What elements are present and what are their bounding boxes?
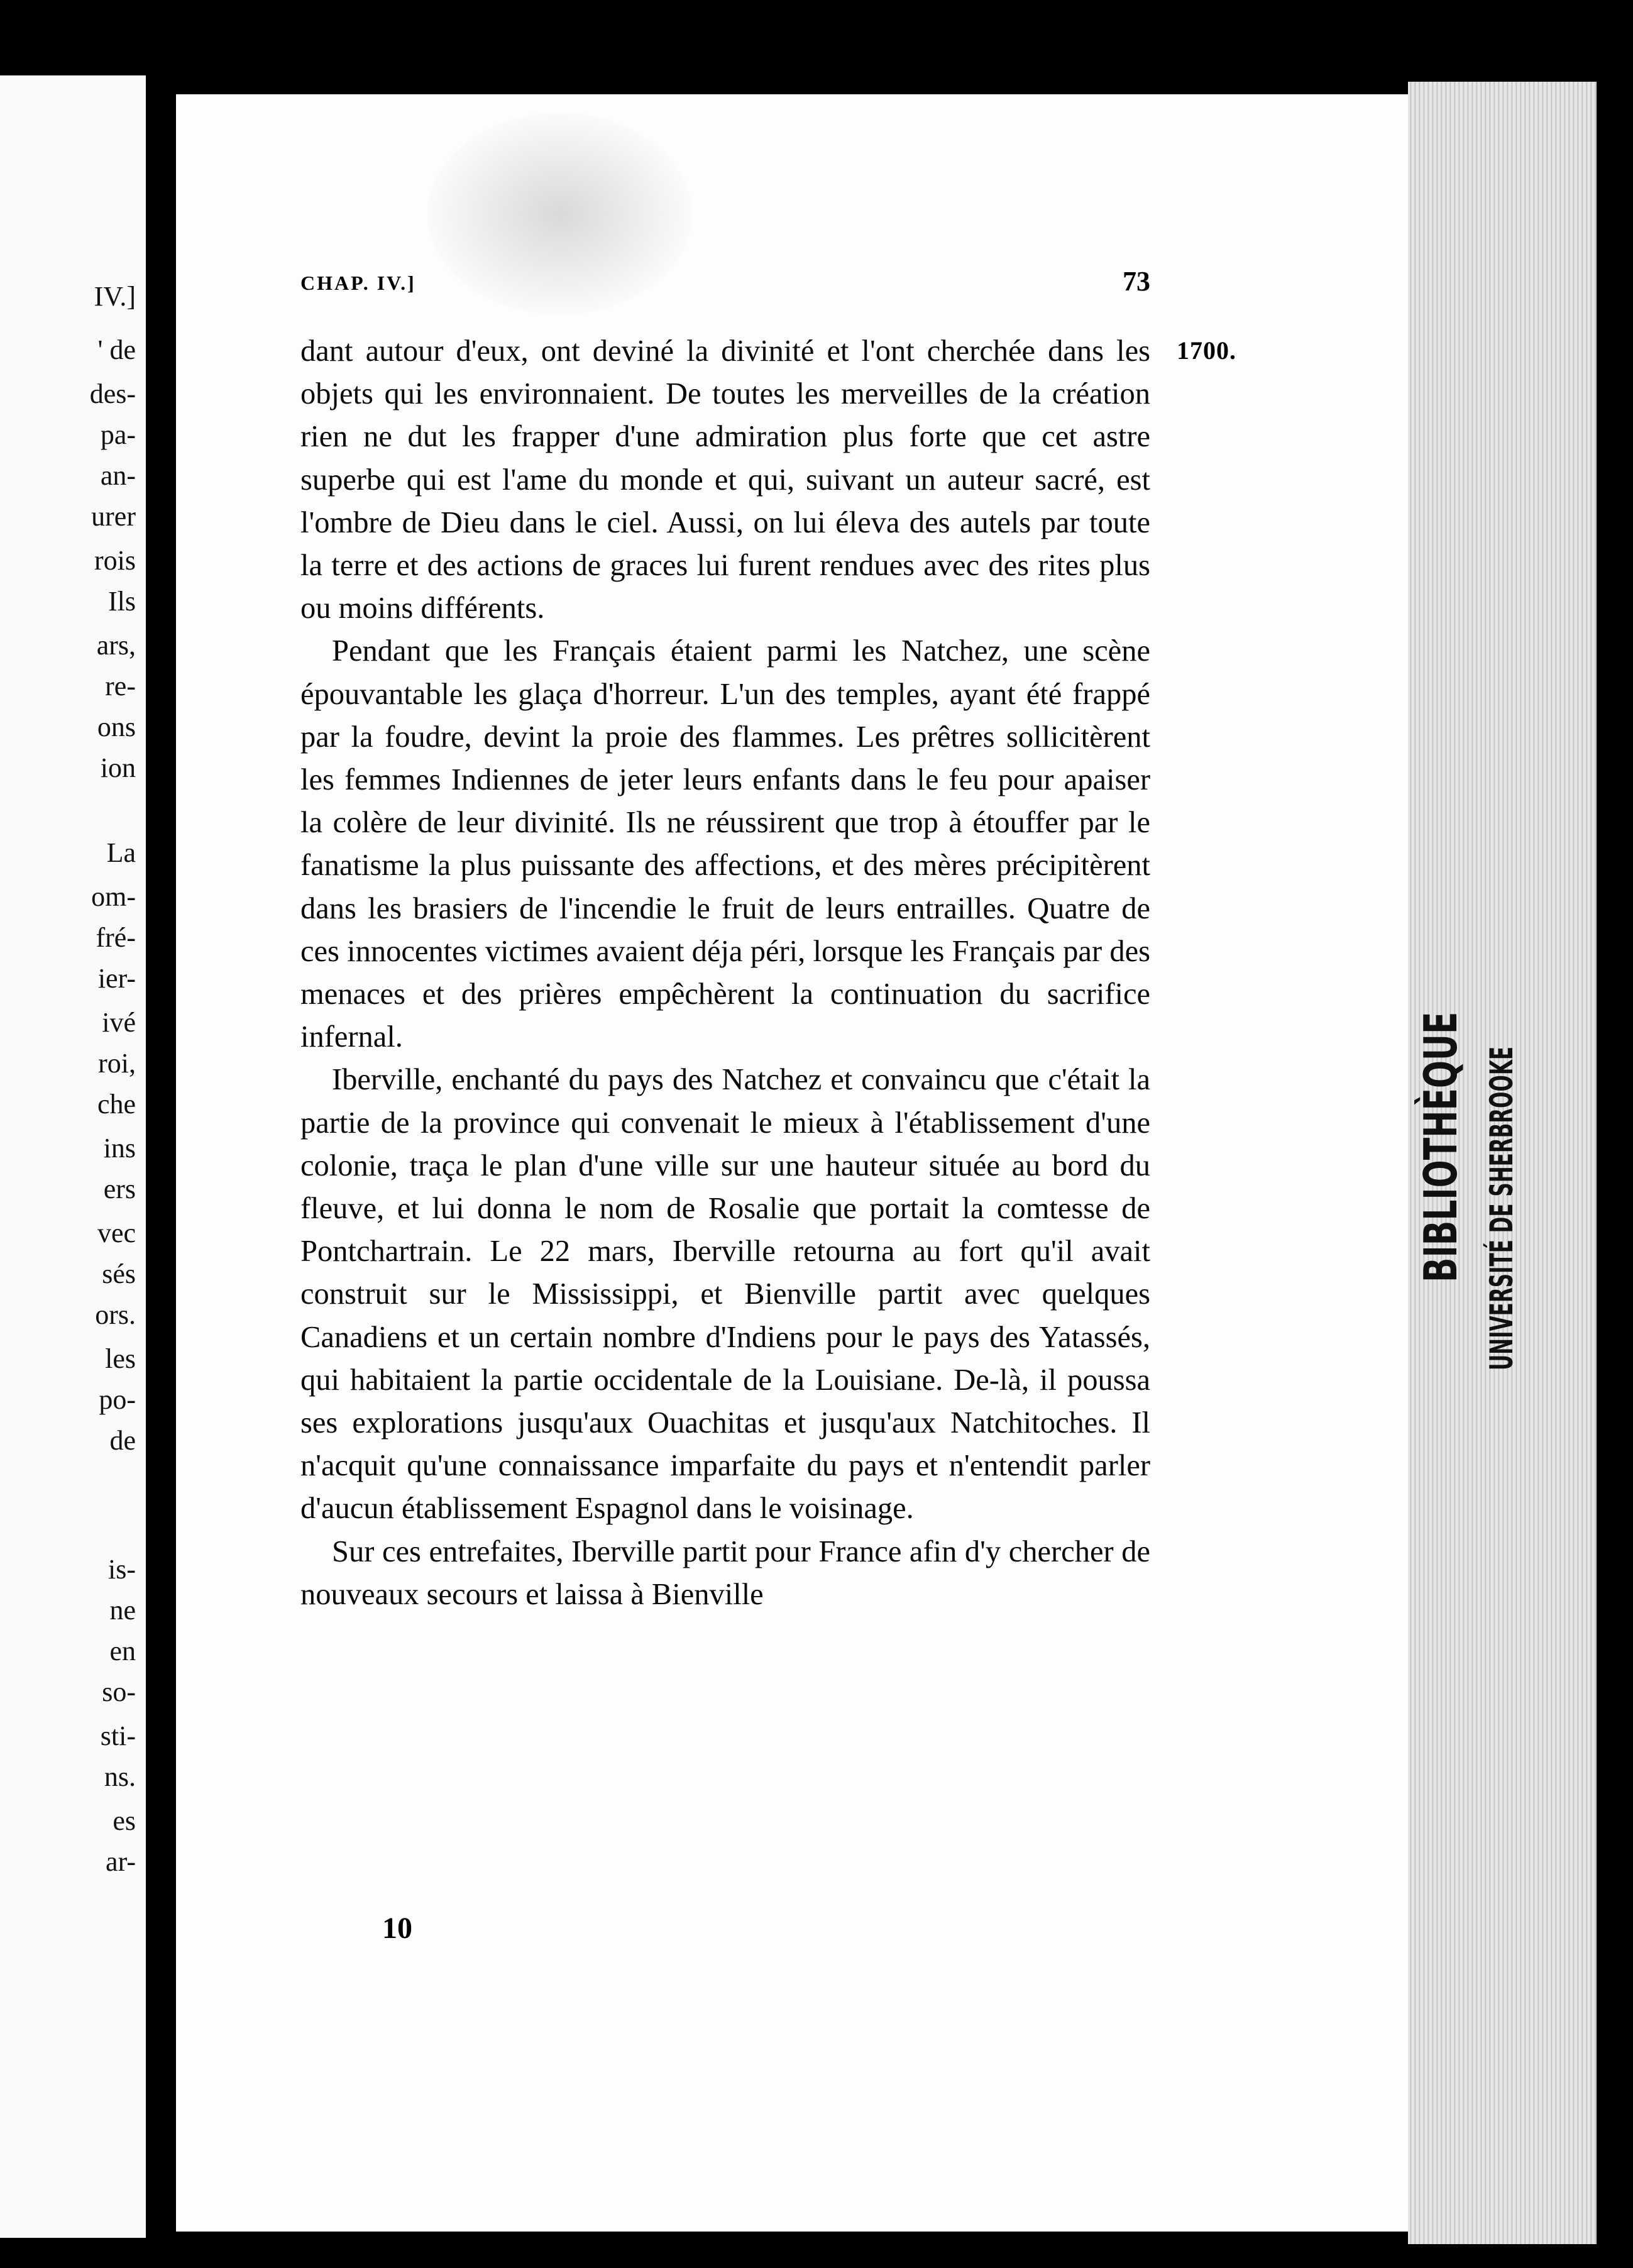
- facing-page-fragment: sés: [102, 1258, 136, 1289]
- signature-mark: 10: [382, 1912, 412, 1945]
- facing-page-fragment: vec: [97, 1218, 136, 1248]
- running-head: CHAP. IV.]: [300, 272, 416, 294]
- body-text: [300, 330, 1150, 1616]
- facing-page-fragment: rois: [94, 545, 136, 576]
- facing-page-fragment: pa-: [100, 419, 136, 450]
- stamp-line-library: BIBLIOTHÈQUE: [1414, 1011, 1467, 1282]
- facing-page-fragment: en: [109, 1636, 136, 1666]
- margin-year: 1700.: [1177, 336, 1236, 365]
- facing-page: [0, 75, 146, 2238]
- library-stamp: [1389, 930, 1553, 1395]
- facing-page-fragment: so-: [102, 1676, 136, 1707]
- facing-page-fragment: ' de: [97, 334, 136, 365]
- book-gutter: [146, 0, 176, 2268]
- facing-page-fragment: La: [106, 837, 136, 868]
- facing-page-fragment: de: [109, 1425, 136, 1456]
- facing-page-fragment: les: [105, 1343, 136, 1374]
- facing-page-fragment: ers: [103, 1174, 136, 1204]
- facing-page-fragment: sti-: [100, 1720, 136, 1751]
- page-number: 73: [1123, 266, 1150, 297]
- facing-page-fragment: urer: [91, 501, 136, 532]
- facing-page-fragment: ors.: [95, 1299, 136, 1330]
- facing-page-fragment: is-: [108, 1554, 136, 1585]
- facing-page-fragment: ier-: [97, 963, 136, 994]
- facing-page-fragment: po-: [99, 1384, 136, 1415]
- facing-page-fragment: des-: [89, 378, 136, 409]
- facing-page-fragment: om-: [91, 881, 136, 912]
- facing-page-fragment: ars,: [96, 630, 136, 661]
- facing-page-fragment: ion: [100, 752, 136, 783]
- facing-page-fragment: Ils: [108, 586, 136, 617]
- facing-page-fragment: ns.: [104, 1761, 136, 1792]
- facing-page-fragment: IV.]: [94, 281, 136, 312]
- facing-page-fragment: roi,: [98, 1048, 136, 1079]
- facing-page-fragment: ar-: [106, 1846, 136, 1877]
- paragraph: dant autour d'eux, ont deviné la divinité et l'ont cherchée dans les objets qui les environnaient. De toutes les merveilles de la création rien ne dut les frapper d'une admiration plus forte que cet astre superbe qui est l'ame du monde et qui, suivant un auteur sacré, est l'ombre de Dieu dans le ciel. Aussi, on lui éleva des autels par toute la terre et des actions de graces lui furent rendues avec des rites plus ou moins différents.: [300, 334, 1150, 625]
- page-header: [300, 266, 1150, 309]
- paragraph: Pendant que les Français étaient parmi les Natchez, une scène épouvantable les glaça d'horreur. L'un des temples, ayant été frappé par la foudre, devint la proie des flammes. Les prêtres sollicitèrent les femmes Indiennes de jeter leurs enfants dans le feu pour apaiser la colère de leur divinité. Ils ne réussirent que trop à étouffer par le fanatisme la plus puissante des affections, et des mères précipitèrent dans les brasiers de l'incendie le fruit de leurs entrailles. Quatre de ces innocentes victimes avaient déja péri, lorsque les Français par des menaces et des prières empêchèrent la continuation du sacrifice infernal.: [300, 634, 1150, 1054]
- facing-page-fragment: che: [97, 1089, 136, 1120]
- facing-page-fragment: re-: [105, 671, 136, 702]
- facing-page-fragment: ivé: [102, 1007, 136, 1038]
- facing-page-fragment: ons: [97, 712, 136, 742]
- facing-page-fragment: ins: [103, 1133, 136, 1164]
- facing-page-fragment: fré-: [96, 922, 136, 953]
- facing-page-fragment: an-: [100, 460, 136, 491]
- paragraph: Iberville, enchanté du pays des Natchez et convaincu que c'était la partie de la province qui convenait le mieux à l'établissement d'une colonie, traça le plan d'une ville sur une hauteur située au bord du fleuve, et lui donna le nom de Rosalie que portait la comtesse de Pontchartrain. Le 22 mars, Iberville retourna au fort qu'il avait construit sur le Mississippi, et Bienville partit avec quelques Canadiens et un certain nombre d'Indiens pour le pays des Yatassés, qui habitaient la partie occidentale de la Louisiane. De-là, il poussa ses explorations jusqu'aux Ouachitas et jusqu'aux Natchitoches. Il n'acquit qu'une connaissance imparfaite du pays et n'entendit parler d'aucun établissement Espagnol dans le voisinage.: [300, 1063, 1150, 1526]
- paragraph: Sur ces entrefaites, Iberville partit pour France afin d'y chercher de nouveaux secours et laissa à Bienville: [300, 1534, 1150, 1611]
- stamp-line-university: UNIVERSITÉ DE SHERBROOKE: [1483, 1046, 1520, 1370]
- facing-page-fragment: es: [113, 1805, 136, 1836]
- facing-page-fragment: ne: [109, 1595, 136, 1626]
